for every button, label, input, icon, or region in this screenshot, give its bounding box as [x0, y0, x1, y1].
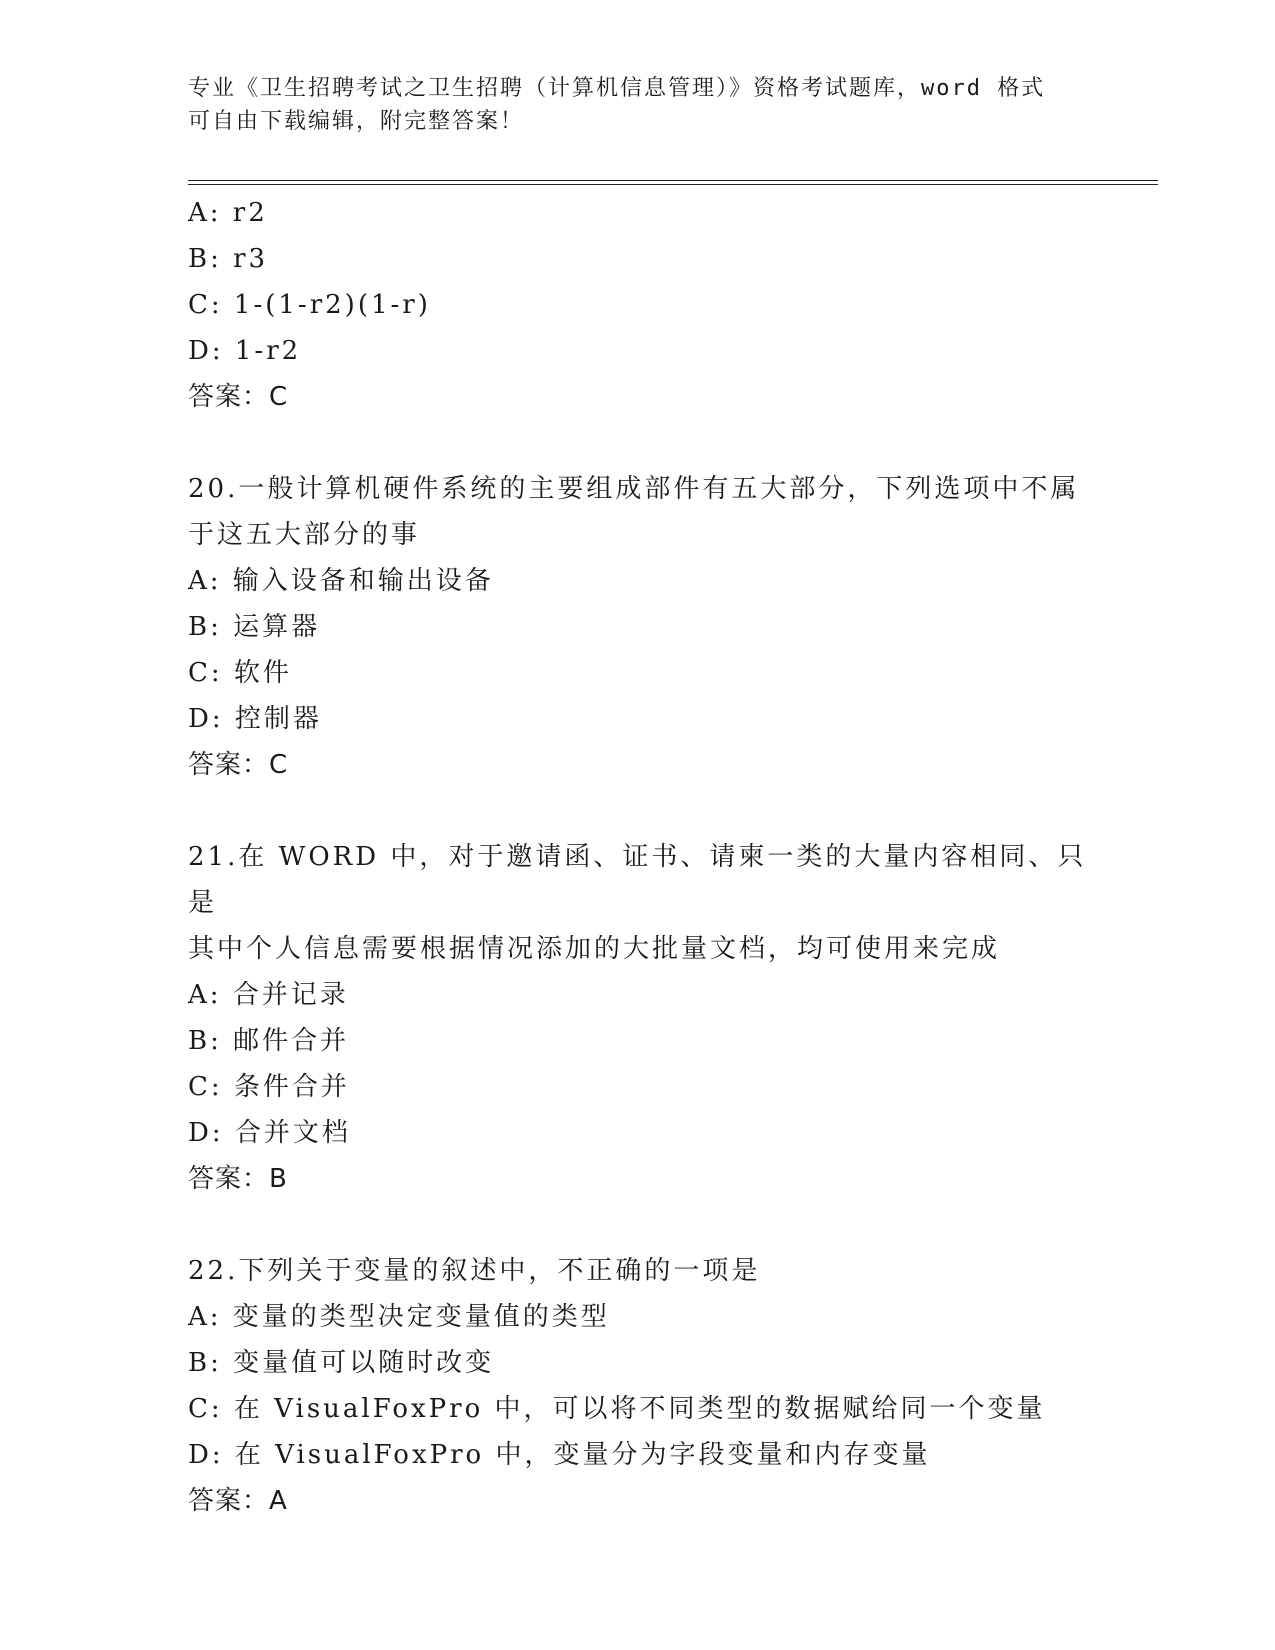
question-stem-line-1: 22.下列关于变量的叙述中，不正确的一项是: [188, 1256, 761, 1286]
question-21: [188, 834, 1088, 1202]
option-d: D: 控制器: [188, 704, 322, 734]
option-a: A: 变量的类型决定变量值的类型: [188, 1302, 610, 1332]
option-b: B: 邮件合并: [188, 1026, 350, 1056]
header-line-1: 专业《卫生招聘考试之卫生招聘（计算机信息管理）》资格考试题库，word 格式: [188, 76, 1046, 101]
question-stem-line-2: 其中个人信息需要根据情况添加的大批量文档，均可使用来完成: [188, 934, 1001, 964]
question-20: [188, 466, 1088, 788]
option-a: A: 合并记录: [188, 980, 349, 1010]
option-d: D: 1-r2: [188, 336, 302, 366]
option-c: C: 条件合并: [188, 1072, 350, 1102]
option-a: A: r2: [188, 198, 268, 228]
option-b: B: r3: [188, 244, 269, 274]
question-stem-line-1: 21.在 WORD 中，对于邀请函、证书、请柬一类的大量内容相同、只是: [188, 842, 1087, 918]
question-stem-line-1: 20.一般计算机硬件系统的主要组成部件有五大部分，下列选项中不属: [188, 474, 1080, 504]
option-a: A: 输入设备和输出设备: [188, 566, 494, 596]
option-c: C: 1-(1-r2)(1-r): [188, 290, 431, 320]
header-line-2: 可自由下载编辑，附完整答案！: [188, 109, 525, 134]
option-b: B: 运算器: [188, 612, 321, 642]
option-c: C: 软件: [188, 658, 292, 688]
option-c: C: 在 VisualFoxPro 中，可以将不同类型的数据赋给同一个变量: [188, 1394, 1046, 1424]
option-d: D: 在 VisualFoxPro 中，变量分为字段变量和内存变量: [188, 1440, 931, 1470]
answer-line: 答案：C: [188, 750, 289, 780]
option-d: D: 合并文档: [188, 1118, 351, 1148]
question-list: [188, 190, 1088, 1524]
question-22: [188, 1248, 1088, 1524]
option-b: B: 变量值可以随时改变: [188, 1348, 495, 1378]
answer-line: 答案：B: [188, 1164, 288, 1194]
prev-question-block: [188, 190, 1088, 420]
header-divider-top: [188, 180, 1158, 181]
document-header: [188, 72, 1088, 138]
question-stem-line-2: 于这五大部分的事: [188, 520, 421, 550]
answer-line: 答案：A: [188, 1486, 288, 1516]
header-divider-bottom: [188, 184, 1158, 185]
answer-line: 答案：C: [188, 382, 289, 412]
